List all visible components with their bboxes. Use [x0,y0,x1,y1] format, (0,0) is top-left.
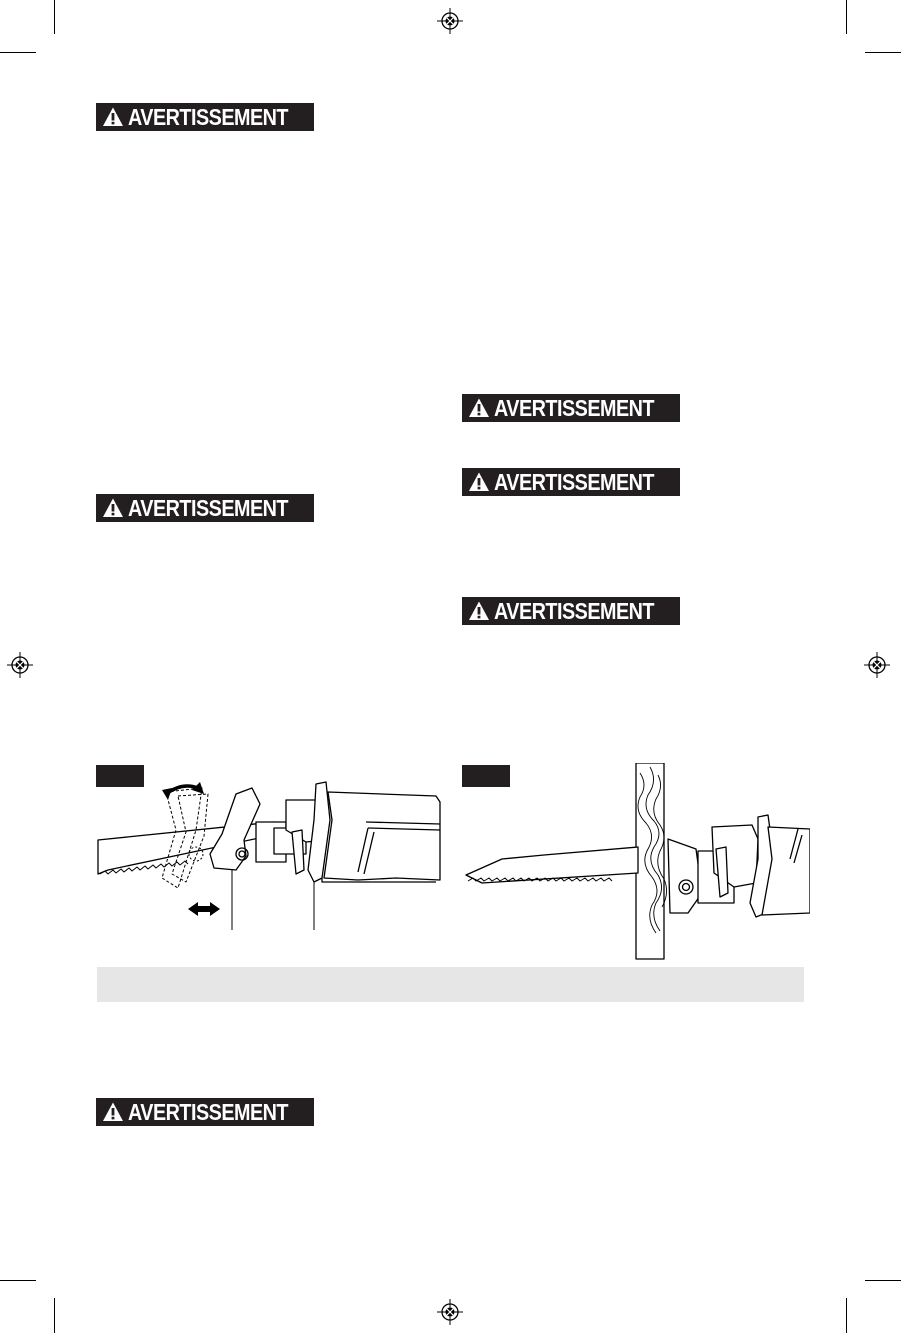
blade-clamp-illustration [96,770,441,930]
registration-mark-icon [437,8,463,34]
crop-mark-top-left-h [0,52,36,53]
crop-mark-top-right-h [865,52,901,53]
warning-triangle-icon [468,471,490,493]
warning-triangle-icon [102,106,124,128]
warning-label: AVERTISSEMENT [127,1099,288,1125]
warning-banner [462,394,680,422]
crop-mark-bottom-right-h [865,1280,901,1281]
warning-label: AVERTISSEMENT [127,104,288,130]
warning-triangle-icon [102,1101,124,1123]
crop-mark-bottom-left-h [0,1280,36,1281]
warning-triangle-icon [468,600,490,622]
crop-mark-bottom-right-v [846,1298,847,1333]
warning-banner [462,597,680,625]
wall-cutting-illustration [462,763,810,961]
crop-mark-top-left-v [54,0,55,34]
crop-mark-top-right-v [846,0,847,34]
warning-label: AVERTISSEMENT [493,598,654,624]
registration-mark-icon [7,652,33,678]
warning-banner [96,1098,314,1126]
warning-triangle-icon [102,497,124,519]
registration-mark-icon [864,652,890,678]
shaded-band [97,967,804,1002]
warning-banner [96,494,314,522]
warning-label: AVERTISSEMENT [493,469,654,495]
warning-banner [462,468,680,496]
warning-banner [96,103,314,131]
registration-mark-icon [437,1299,463,1325]
warning-label: AVERTISSEMENT [127,495,288,521]
warning-triangle-icon [468,397,490,419]
warning-label: AVERTISSEMENT [493,395,654,421]
crop-mark-bottom-left-v [54,1298,55,1333]
